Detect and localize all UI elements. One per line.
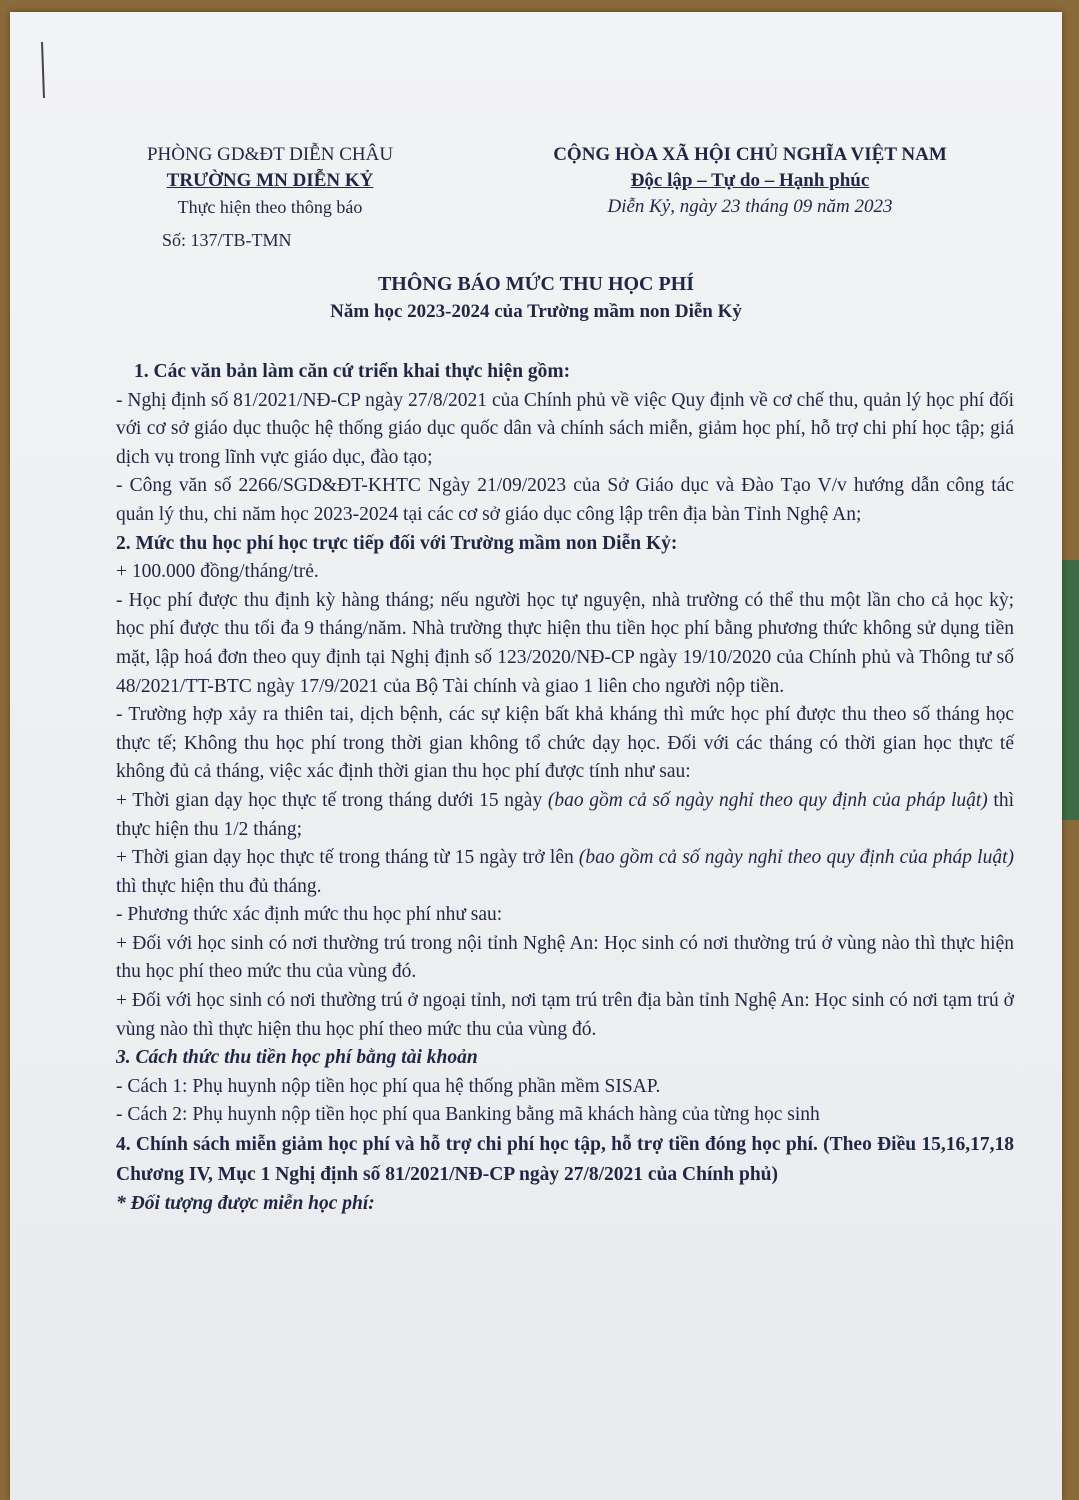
main-title: THÔNG BÁO MỨC THU HỌC PHÍ — [377, 273, 695, 295]
document-title — [10, 270, 1062, 326]
section-2-heading: 2. Mức thu học phí học trực tiếp đối với Trường mầm non Diễn Kỷ: — [116, 532, 678, 554]
document-page — [10, 12, 1062, 1500]
section-2-sub-2 — [116, 844, 1014, 901]
nation-name: CỘNG HÒA XÃ HỘI CHỦ NGHĨA VIỆT NAM — [553, 144, 947, 165]
section-3-item-1: - Cách 1: Phụ huynh nộp tiền học phí qua hệ thống phần mềm SISAP. — [116, 1075, 661, 1097]
section-2-item-2: - Trường hợp xảy ra thiên tai, dịch bệnh, các sự kiện bất khả kháng thì mức học phí được thu theo số tháng học thực tế; Không thu học phí trong thời gian không tổ chức dạy học. Đối với các tháng có thời gian học thực tế không đủ cả tháng, việc xác định thời gian thu học phí được tính như sau: — [116, 704, 1014, 783]
sub-title: Năm học 2023-2024 của Trường mầm non Diễn Kỷ — [330, 301, 742, 322]
sub-1-tail: thì thực hiện thu 1/2 tháng; — [116, 789, 1014, 840]
sub-2-tail: thì thực hiện thu đủ tháng. — [116, 875, 322, 897]
national-header — [500, 142, 1000, 220]
section-1-item-1: - Nghị định số 81/2021/NĐ-CP ngày 27/8/2021 của Chính phủ về việc Quy định về cơ chế thu, quản lý học phí đối với cơ sở giáo dục thuộc hệ thống giáo dục quốc dân và chính sách miễn, giảm học phí, hỗ trợ chi phí học tập; giá dịch vụ trong lĩnh vực giáo dục, đào tạo; — [116, 389, 1014, 468]
issuer-header — [110, 142, 430, 220]
department-name: PHÒNG GD&ĐT DIỄN CHÂU — [146, 144, 394, 165]
sub-1-text: + Thời gian dạy học thực tế trong tháng dưới 15 ngày — [116, 789, 548, 811]
section-4-heading: 4. Chính sách miễn giảm học phí và hỗ trợ chi phí học tập, hỗ trợ tiền đóng học phí. (Theo Điều 15,16,17,18 Chương IV, Mục 1 Nghị định số 81/2021/NĐ-CP ngày 27/8/2021 của Chính phủ) — [116, 1134, 1014, 1186]
document-number: Số: 137/TB-TMN — [162, 230, 292, 250]
national-motto: Độc lập – Tự do – Hạnh phúc — [630, 170, 870, 191]
section-2-sub-1 — [116, 787, 1014, 844]
section-3-item-2: - Cách 2: Phụ huynh nộp tiền học phí qua Banking bằng mã khách hàng của từng học sinh — [116, 1104, 820, 1126]
section-2-item-1: - Học phí được thu định kỳ hàng tháng; nếu người học tự nguyện, nhà trường có thể thu một lần cho cả học kỳ; học phí được thu tối đa 9 tháng/năm. Nhà trường thực hiện thu tiền học phí bằng phương thức không sử dụng tiền mặt, lập hoá đơn theo quy định tại Nghị định số 123/2020/NĐ-CP ngày 19/10/2020 của Chính phủ và Thông tư số 48/2021/TT-BTC ngày 17/9/2021 của Bộ Tài chính và giao 1 liên cho người nộp tiền. — [116, 589, 1014, 697]
school-name: TRƯỜNG MN DIỄN KỶ — [166, 170, 374, 191]
section-2-rate: + 100.000 đồng/tháng/trẻ. — [116, 561, 319, 583]
section-2-sub-3: + Đối với học sinh có nơi thường trú trong nội tỉnh Nghệ An: Học sinh có nơi thường trú ở vùng nào thì thực hiện thu học phí theo mức thu của vùng đó. — [116, 932, 1014, 983]
pen-mark — [41, 42, 45, 98]
section-3-heading: 3. Cách thức thu tiền học phí bằng tài khoản — [116, 1047, 478, 1069]
section-1-heading: 1. Các văn bản làm căn cứ triển khai thực hiện gồm: — [134, 361, 571, 382]
document-date: Diễn Kỷ, ngày 23 tháng 09 năm 2023 — [607, 196, 893, 217]
implementation-note: Thực hiện theo thông báo — [177, 197, 363, 217]
section-4-subheading: * Đối tượng được miễn học phí: — [116, 1193, 375, 1215]
sub-1-note: (bao gồm cả số ngày nghỉ theo quy định của pháp luật) — [547, 789, 988, 811]
document-body — [116, 358, 1014, 1219]
section-2-item-3: - Phương thức xác định mức thu học phí như sau: — [116, 904, 503, 926]
section-2-sub-4: + Đối với học sinh có nơi thường trú ở ngoại tỉnh, nơi tạm trú trên địa bàn tỉnh Nghệ An: Học sinh có nơi tạm trú ở vùng nào thì thực hiện thu học phí theo mức thu của vùng đó. — [116, 990, 1014, 1040]
section-1-item-2: - Công văn số 2266/SGD&ĐT-KHTC Ngày 21/09/2023 của Sở Giáo dục và Đào Tạo V/v hướng dẫn công tác quản lý thu, chi năm học 2023-2024 tại các cơ sở giáo dục công lập trên địa bàn Tỉnh Nghệ An; — [116, 475, 1014, 525]
sub-2-note: (bao gồm cả số ngày nghỉ theo quy định của pháp luật) — [578, 847, 1014, 869]
sub-2-text: + Thời gian dạy học thực tế trong tháng từ 15 ngày trở lên — [116, 847, 579, 869]
